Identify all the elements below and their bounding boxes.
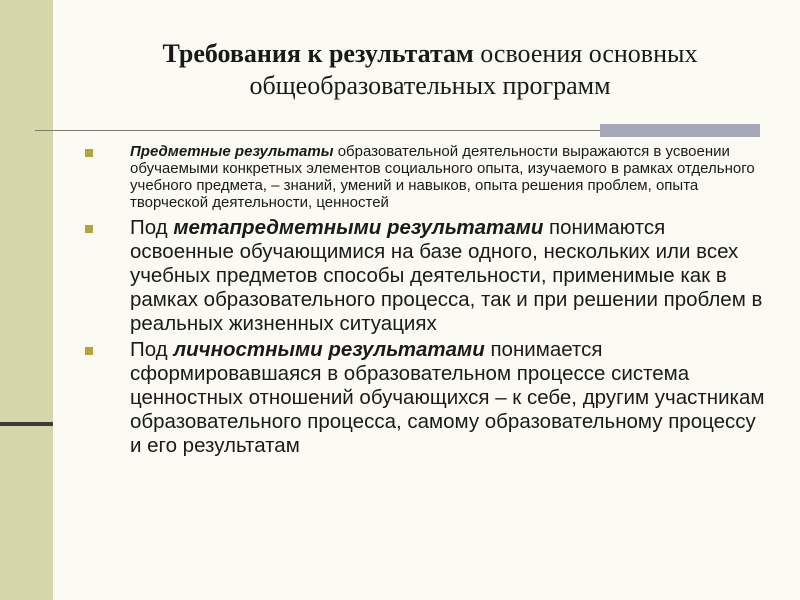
bullet-list [85,143,765,458]
item-text: понимается сформировавшаяся в образовательном процессе система ценностных отношений обучающихся – к себе, другим участникам образовательного процесса, самому образовательному процессу и его результатам [130,338,765,457]
list-item [85,216,765,336]
item-emphasis: Предметные результаты [130,143,334,160]
item-prefix: Под [130,338,174,361]
square-bullet-icon [85,347,93,355]
slide-title [85,38,775,102]
item-emphasis: метапредметными результатами [173,216,544,239]
item-text: понимаются освоенные обучающимися на базе одного, нескольких или всех учебных предметов способы деятельности, применимые как в рамках образовательного процесса, так и при решении проблем в реальных жизненных ситуациях [130,216,763,335]
title-accent-bar [600,124,760,137]
list-item [85,143,765,211]
title-underline-rule [35,130,602,131]
square-bullet-icon [85,225,93,233]
left-band-dark-bar [0,422,53,426]
item-prefix: Под [130,216,174,239]
left-band-divider [53,0,55,425]
title-bold-part: Требования к результатам [162,39,474,68]
left-decorative-band [0,0,53,600]
item-text: образовательной деятельности выражаются в усвоении обучаемыми конкретных элементов социального опыта, изучаемого в рамках отдельного учебного предмета, – знаний, умений и навыков, опыта решения проблем, опыта творческой деятельности, ценностей [130,143,755,211]
list-item [85,338,765,458]
item-emphasis: личностными результатами [173,338,485,361]
square-bullet-icon [85,149,93,157]
title-rest-part: освоения основных общеобразовательных программ [249,39,698,100]
